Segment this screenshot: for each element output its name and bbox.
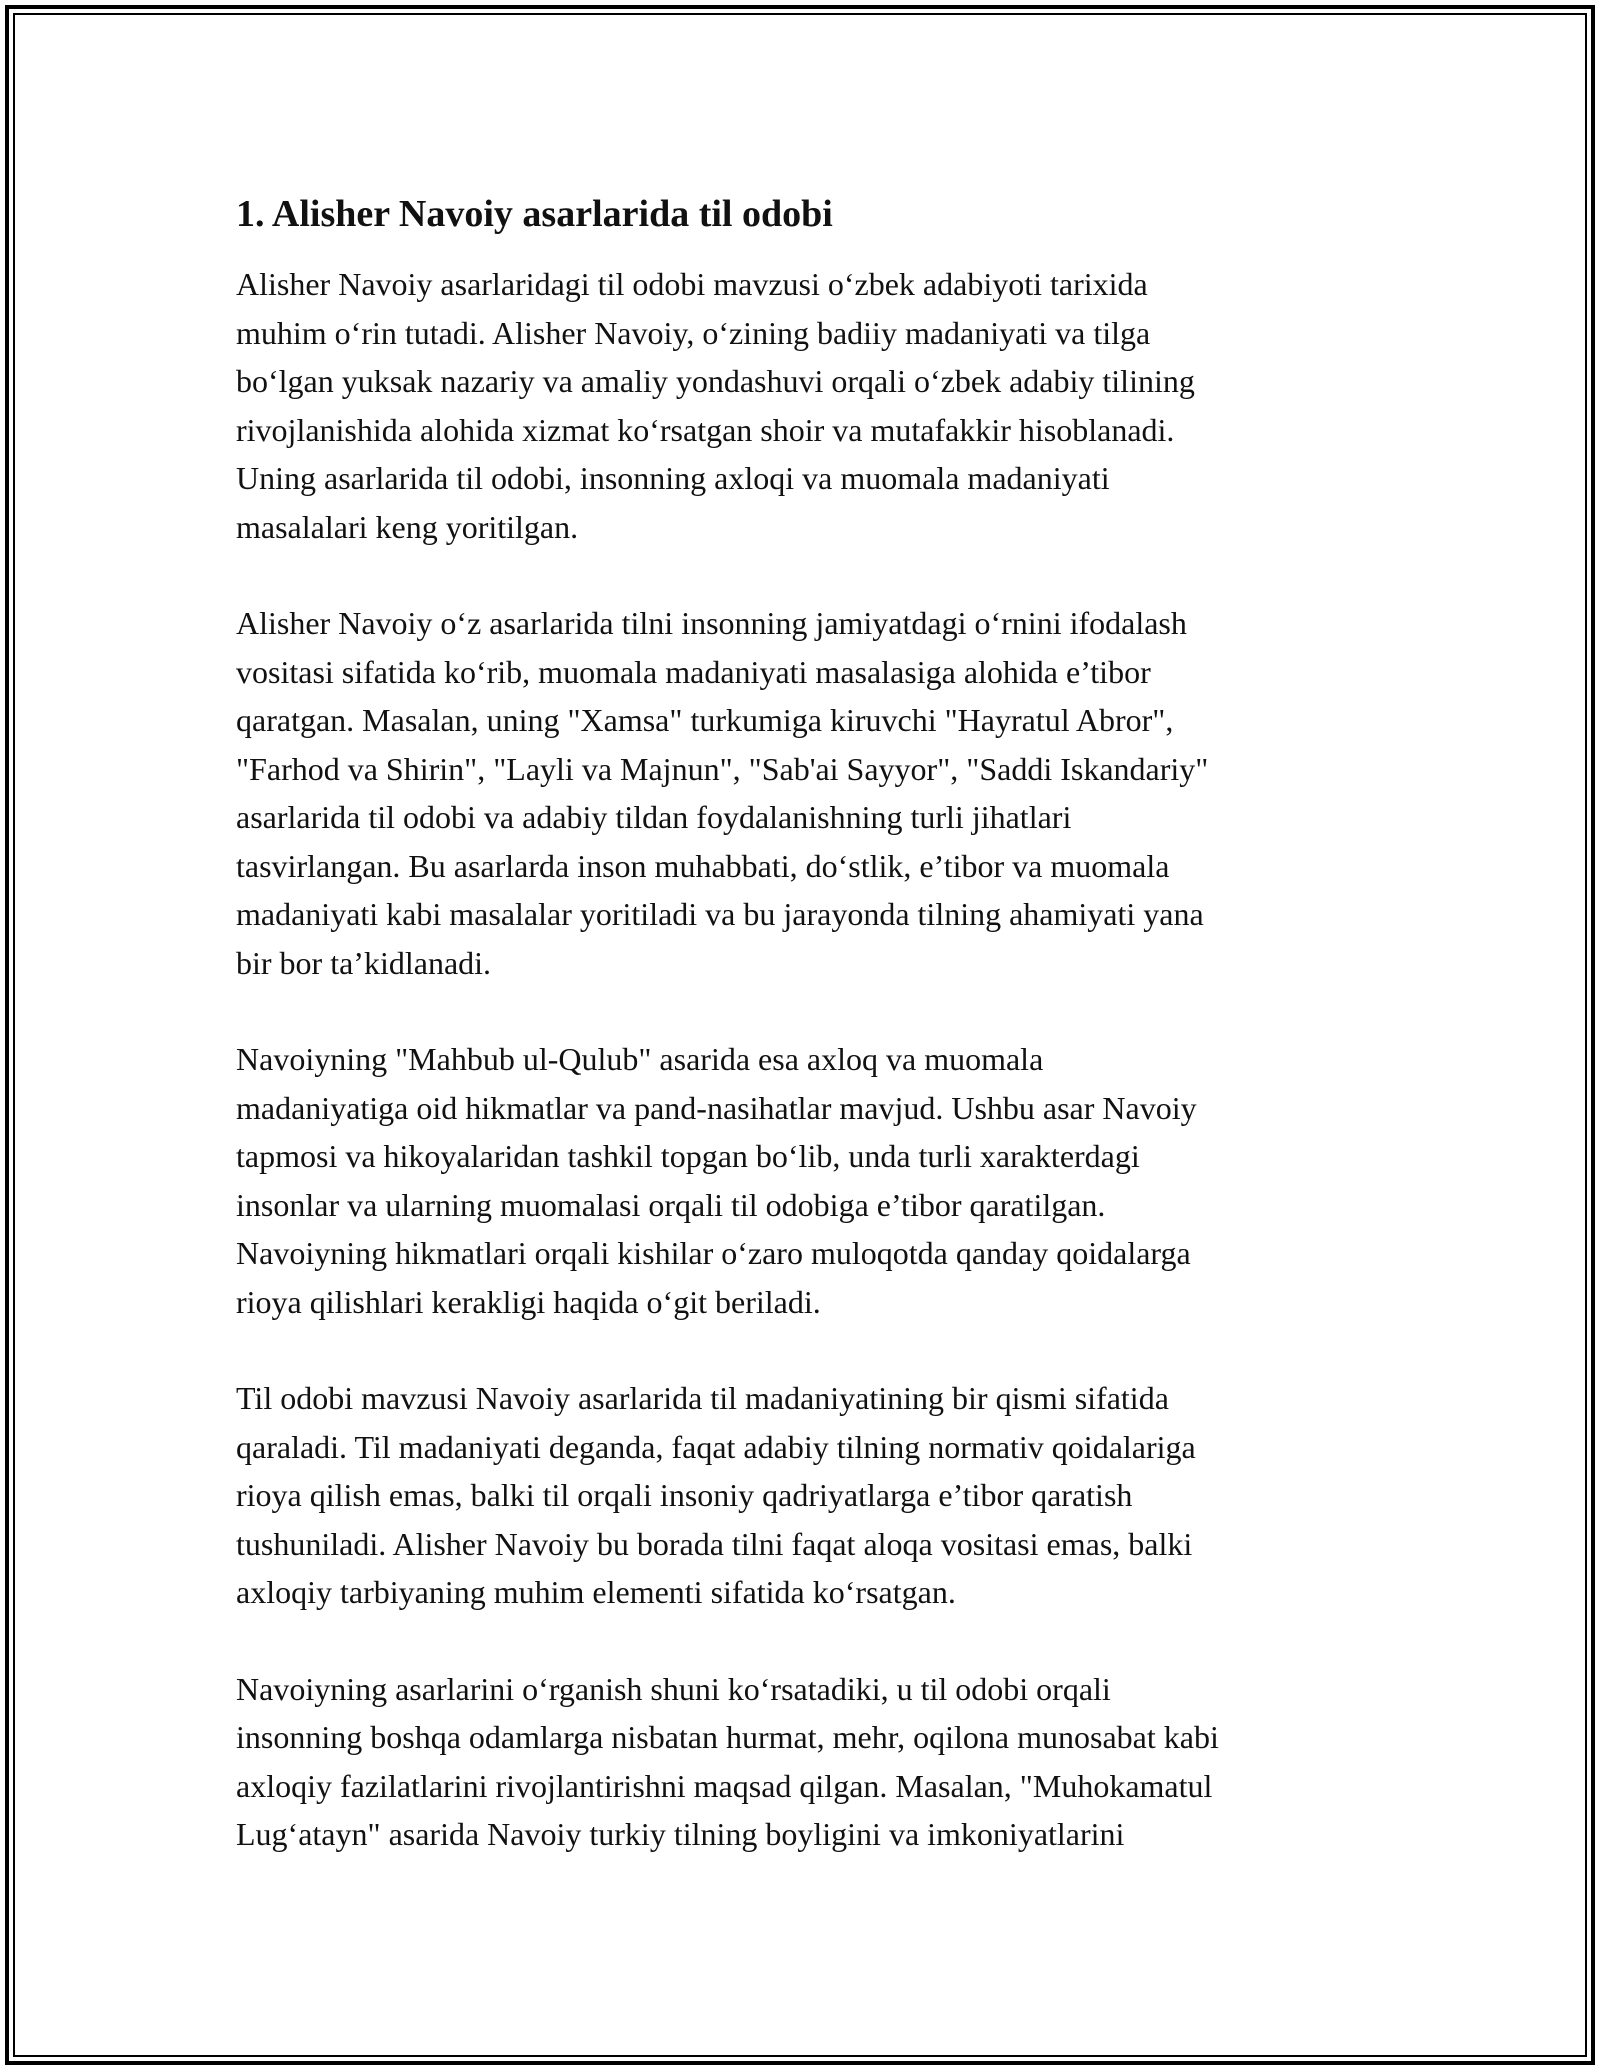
paragraph-4 bbox=[236, 1374, 1386, 1617]
text-line: vositasi sifatida ko‘rib, muomala madaniyati masalasiga alohida e’tibor bbox=[236, 653, 1151, 690]
text-line: insonning boshqa odamlarga nisbatan hurmat, mehr, oqilona munosabat kabi bbox=[236, 1719, 1219, 1755]
text-line: Navoiyning "Mahbub ul-Qulub" asarida esa axloq va muomala bbox=[236, 1041, 1044, 1077]
text-line: bo‘lgan yuksak nazariy va amaliy yondashuvi orqali o‘zbek adabiy tilining bbox=[236, 363, 1195, 399]
text-line: Uning asarlarida til odobi, insonning axloqi va muomala madaniyati bbox=[236, 460, 1110, 496]
text-line: rioya qilishlari kerakligi haqida o‘git beriladi. bbox=[236, 1283, 821, 1320]
paragraph-5 bbox=[236, 1665, 1386, 1859]
text-line: tasvirlangan. Bu asarlarda inson muhabbati, do‘stlik, e’tibor va muomala bbox=[236, 847, 1170, 884]
text-line: Alisher Navoiy o‘z asarlarida tilni insonning jamiyatdagi o‘rnini ifodalash bbox=[236, 605, 1187, 641]
text-line: Navoiyning hikmatlari orqali kishilar o‘zaro muloqotda qanday qoidalarga bbox=[236, 1235, 1191, 1271]
text-line: "Farhod va Shirin", "Layli va Majnun", "Sab'ai Sayyor", "Saddi Iskandariy" bbox=[236, 750, 1209, 787]
document-body bbox=[236, 186, 1386, 1907]
text-line: qaratgan. Masalan, uning "Xamsa" turkumiga kiruvchi "Hayratul Abror", bbox=[236, 702, 1174, 738]
text-line: muhim o‘rin tutadi. Alisher Navoiy, o‘zining badiiy madaniyati va tilga bbox=[236, 314, 1151, 351]
text-line: axloqiy fazilatlarini rivojlantirishni maqsad qilgan. Masalan, "Muhokamatul bbox=[236, 1767, 1213, 1804]
text-line: rioya qilish emas, balki til orqali insoniy qadriyatlarga e’tibor qaratish bbox=[236, 1477, 1133, 1513]
text-line: masalalari keng yoritilgan. bbox=[236, 508, 579, 545]
text-line: insonlar va ularning muomalasi orqali til odobiga e’tibor qaratilgan. bbox=[236, 1186, 1106, 1223]
text-line: asarlarida til odobi va adabiy tildan foydalanishning turli jihatlari bbox=[236, 799, 1072, 835]
text-line: qaraladi. Til madaniyati deganda, faqat adabiy tilning normativ qoidalariga bbox=[236, 1428, 1196, 1465]
section-heading: 1. Alisher Navoiy asarlarida til odobi bbox=[236, 193, 833, 235]
text-line: madaniyatiga oid hikmatlar va pand-nasihatlar mavjud. Ushbu asar Navoiy bbox=[236, 1089, 1197, 1126]
text-line: Lug‘atayn" asarida Navoiy turkiy tilning boyligini va imkoniyatlarini bbox=[236, 1816, 1125, 1852]
text-line: axloqiy tarbiyaning muhim elementi sifatida ko‘rsatgan. bbox=[236, 1574, 956, 1610]
paragraph-3 bbox=[236, 1035, 1386, 1326]
text-line: madaniyati kabi masalalar yoritiladi va bu jarayonda tilning ahamiyati yana bbox=[236, 896, 1204, 932]
paragraph-1 bbox=[236, 260, 1386, 551]
paragraph-2 bbox=[236, 599, 1386, 987]
text-line: tushuniladi. Alisher Navoiy bu borada tilni faqat aloqa vositasi emas, balki bbox=[236, 1525, 1193, 1562]
text-line: tapmosi va hikoyalaridan tashkil topgan bo‘lib, unda turli xarakterdagi bbox=[236, 1138, 1140, 1174]
text-line: Navoiyning asarlarini o‘rganish shuni ko‘rsatadiki, u til odobi orqali bbox=[236, 1670, 1111, 1707]
text-line: rivojlanishida alohida xizmat ko‘rsatgan shoir va mutafakkir hisoblanadi. bbox=[236, 411, 1175, 448]
text-line: Alisher Navoiy asarlaridagi til odobi mavzusi o‘zbek adabiyoti tarixida bbox=[236, 266, 1148, 302]
text-line: Til odobi mavzusi Navoiy asarlarida til madaniyatining bir qismi sifatida bbox=[236, 1380, 1169, 1416]
text-line: bir bor ta’kidlanadi. bbox=[236, 944, 492, 981]
